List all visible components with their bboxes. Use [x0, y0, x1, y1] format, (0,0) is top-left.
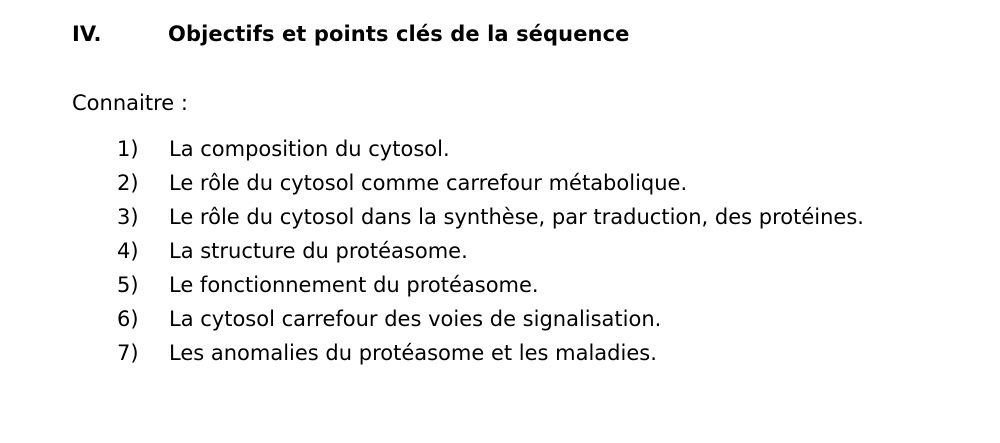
list-item-marker: 4)	[117, 239, 139, 264]
objectives-list	[72, 132, 960, 370]
section-heading	[72, 22, 960, 47]
list-item	[72, 302, 960, 336]
list-item-label: La structure du protéasome.	[169, 239, 468, 264]
section-numeral: IV.	[72, 22, 102, 46]
intro-text: Connaitre :	[72, 91, 188, 116]
list-item-marker: 5)	[117, 273, 139, 298]
list-item-label: Le fonctionnement du protéasome.	[169, 273, 539, 298]
list-item-marker: 1)	[117, 137, 139, 162]
list-item	[72, 234, 960, 268]
list-item-marker: 7)	[117, 341, 139, 366]
list-item-label: La cytosol carrefour des voies de signalisation.	[169, 307, 662, 332]
list-item	[72, 268, 960, 302]
list-item-marker: 3)	[117, 205, 139, 230]
list-item-label: Le rôle du cytosol dans la synthèse, par traduction, des protéines.	[169, 205, 864, 230]
list-item	[72, 336, 960, 370]
list-item-label: Les anomalies du protéasome et les maladies.	[169, 341, 657, 366]
list-item	[72, 166, 960, 200]
section-title: Objectifs et points clés de la séquence	[168, 22, 630, 46]
list-item	[72, 200, 960, 234]
list-item-label: Le rôle du cytosol comme carrefour métabolique.	[169, 171, 688, 196]
list-item	[72, 132, 960, 166]
list-item-marker: 2)	[117, 171, 139, 196]
list-item-label: La composition du cytosol.	[169, 137, 450, 162]
list-item-marker: 6)	[117, 307, 139, 332]
